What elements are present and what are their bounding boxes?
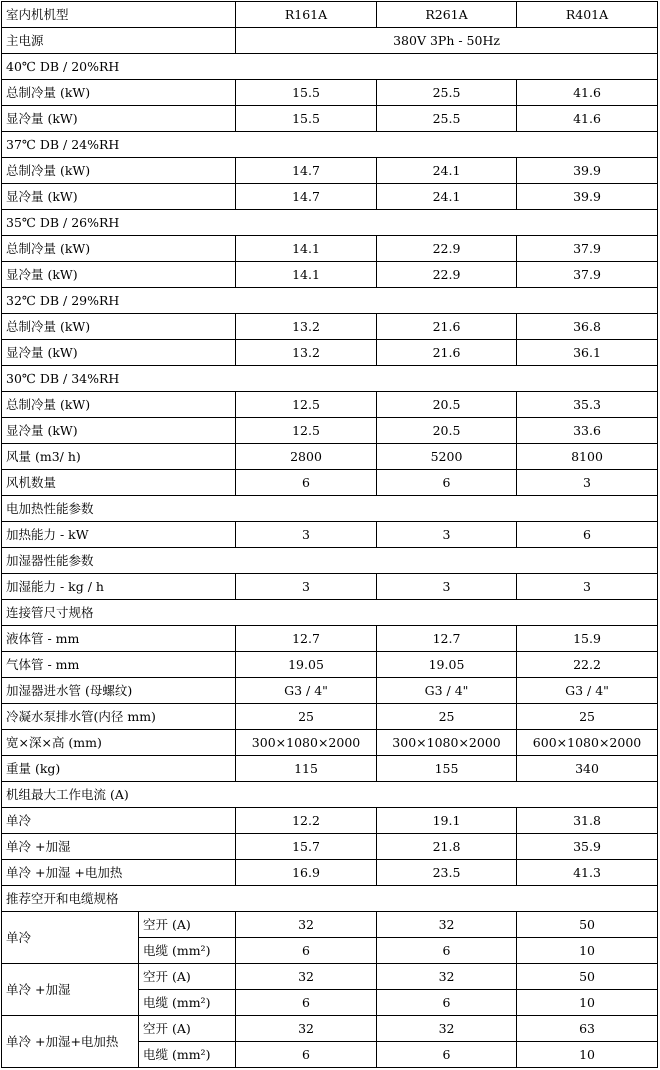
- breaker-spec-label: 空开 (A): [139, 964, 236, 990]
- condition-title: 40℃ DB / 20%RH: [2, 54, 658, 80]
- value-cell: 10: [517, 990, 658, 1016]
- value-cell: 50: [517, 964, 658, 990]
- pipes-section-title: 连接管尺寸规格: [2, 600, 658, 626]
- table-row: [2, 522, 658, 548]
- breaker-spec-label: 电缆 (mm²): [139, 990, 236, 1016]
- table-row-section: [2, 600, 658, 626]
- breakers-section-title: 推荐空开和电缆规格: [2, 886, 658, 912]
- value-cell: 5200: [377, 444, 517, 470]
- value-cell: 300×1080×2000: [377, 730, 517, 756]
- value-cell: 32: [236, 912, 377, 938]
- table-row-power: [2, 28, 658, 54]
- value-cell: 600×1080×2000: [517, 730, 658, 756]
- table-row: [2, 730, 658, 756]
- table-row-breaker: [2, 1016, 658, 1042]
- value-cell: G3 / 4": [517, 678, 658, 704]
- value-cell: 10: [517, 938, 658, 964]
- capacity-row-label: 显冷量 (kW): [2, 184, 236, 210]
- table-row: [2, 834, 658, 860]
- value-cell: 3: [236, 522, 377, 548]
- table-row: [2, 106, 658, 132]
- value-cell: 19.1: [377, 808, 517, 834]
- table-row: [2, 444, 658, 470]
- table-row: [2, 418, 658, 444]
- power-label: 主电源: [2, 28, 236, 54]
- heater-section-title: 电加热性能参数: [2, 496, 658, 522]
- table-row: [2, 236, 658, 262]
- value-cell: 3: [377, 574, 517, 600]
- model-name: R261A: [377, 2, 517, 28]
- value-cell: 12.7: [236, 626, 377, 652]
- value-cell: 21.8: [377, 834, 517, 860]
- value-cell: 6: [236, 470, 377, 496]
- breaker-group-label: 单冷: [2, 912, 139, 964]
- value-cell: 39.9: [517, 184, 658, 210]
- capacity-row-label: 显冷量 (kW): [2, 106, 236, 132]
- capacity-row-label: 总制冷量 (kW): [2, 80, 236, 106]
- spec-table: [1, 1, 658, 1068]
- current-row-label: 单冷 +加湿: [2, 834, 236, 860]
- value-cell: 35.9: [517, 834, 658, 860]
- value-cell: G3 / 4": [236, 678, 377, 704]
- capacity-row-label: 总制冷量 (kW): [2, 314, 236, 340]
- value-cell: 6: [377, 990, 517, 1016]
- value-cell: 14.1: [236, 262, 377, 288]
- spec-table-body: [2, 2, 658, 1068]
- value-cell: 32: [236, 964, 377, 990]
- value-cell: 6: [236, 1042, 377, 1068]
- value-cell: 15.7: [236, 834, 377, 860]
- value-cell: 6: [236, 938, 377, 964]
- value-cell: 12.2: [236, 808, 377, 834]
- capacity-row-label: 总制冷量 (kW): [2, 236, 236, 262]
- airflow-label: 风量 (m3/ h): [2, 444, 236, 470]
- value-cell: 14.1: [236, 236, 377, 262]
- table-row: [2, 860, 658, 886]
- table-row: [2, 652, 658, 678]
- table-row-breaker: [2, 912, 658, 938]
- breaker-spec-label: 电缆 (mm²): [139, 1042, 236, 1068]
- table-row: [2, 808, 658, 834]
- humidifier-capacity-label: 加湿能力 - kg / h: [2, 574, 236, 600]
- pipe-row-label: 加湿器进水管 (母螺纹): [2, 678, 236, 704]
- value-cell: 36.1: [517, 340, 658, 366]
- table-row: [2, 678, 658, 704]
- table-row-section: [2, 548, 658, 574]
- table-row: [2, 470, 658, 496]
- heater-capacity-label: 加热能力 - kW: [2, 522, 236, 548]
- value-cell: 35.3: [517, 392, 658, 418]
- table-row-section: [2, 366, 658, 392]
- value-cell: 22.9: [377, 262, 517, 288]
- breaker-spec-label: 电缆 (mm²): [139, 938, 236, 964]
- table-row: [2, 158, 658, 184]
- table-row-header: [2, 2, 658, 28]
- value-cell: 300×1080×2000: [236, 730, 377, 756]
- value-cell: 20.5: [377, 392, 517, 418]
- value-cell: 23.5: [377, 860, 517, 886]
- value-cell: 21.6: [377, 340, 517, 366]
- model-name: R401A: [517, 2, 658, 28]
- value-cell: 25: [236, 704, 377, 730]
- value-cell: 3: [517, 574, 658, 600]
- value-cell: 13.2: [236, 340, 377, 366]
- value-cell: 340: [517, 756, 658, 782]
- model-name: R161A: [236, 2, 377, 28]
- value-cell: 36.8: [517, 314, 658, 340]
- value-cell: 15.5: [236, 80, 377, 106]
- value-cell: 2800: [236, 444, 377, 470]
- table-row-section: [2, 288, 658, 314]
- table-row-breaker: [2, 964, 658, 990]
- value-cell: 19.05: [377, 652, 517, 678]
- value-cell: 6: [236, 990, 377, 1016]
- fan-count-label: 风机数量: [2, 470, 236, 496]
- table-row: [2, 262, 658, 288]
- pipe-row-label: 液体管 - mm: [2, 626, 236, 652]
- table-row: [2, 184, 658, 210]
- value-cell: 15.9: [517, 626, 658, 652]
- value-cell: 20.5: [377, 418, 517, 444]
- value-cell: 19.05: [236, 652, 377, 678]
- value-cell: 22.9: [377, 236, 517, 262]
- capacity-row-label: 显冷量 (kW): [2, 262, 236, 288]
- pipe-row-label: 气体管 - mm: [2, 652, 236, 678]
- value-cell: 41.6: [517, 80, 658, 106]
- table-row: [2, 704, 658, 730]
- current-section-title: 机组最大工作电流 (A): [2, 782, 658, 808]
- value-cell: 14.7: [236, 158, 377, 184]
- value-cell: 14.7: [236, 184, 377, 210]
- value-cell: 25: [517, 704, 658, 730]
- humidifier-section-title: 加湿器性能参数: [2, 548, 658, 574]
- value-cell: 10: [517, 1042, 658, 1068]
- value-cell: 37.9: [517, 236, 658, 262]
- power-value: 380V 3Ph - 50Hz: [236, 28, 658, 54]
- value-cell: 115: [236, 756, 377, 782]
- table-row: [2, 392, 658, 418]
- value-cell: 24.1: [377, 184, 517, 210]
- table-row: [2, 80, 658, 106]
- breaker-spec-label: 空开 (A): [139, 912, 236, 938]
- value-cell: 50: [517, 912, 658, 938]
- current-row-label: 单冷: [2, 808, 236, 834]
- value-cell: 12.5: [236, 418, 377, 444]
- pipe-row-label: 宽×深×高 (mm): [2, 730, 236, 756]
- value-cell: 37.9: [517, 262, 658, 288]
- model-header-label: 室内机机型: [2, 2, 236, 28]
- table-row-section: [2, 782, 658, 808]
- value-cell: 12.7: [377, 626, 517, 652]
- value-cell: 63: [517, 1016, 658, 1042]
- value-cell: G3 / 4": [377, 678, 517, 704]
- value-cell: 6: [377, 470, 517, 496]
- value-cell: 32: [377, 964, 517, 990]
- value-cell: 41.6: [517, 106, 658, 132]
- capacity-row-label: 显冷量 (kW): [2, 340, 236, 366]
- breaker-group-label: 单冷 +加湿+电加热: [2, 1016, 139, 1068]
- table-row-section: [2, 210, 658, 236]
- value-cell: 15.5: [236, 106, 377, 132]
- value-cell: 6: [377, 1042, 517, 1068]
- value-cell: 155: [377, 756, 517, 782]
- current-row-label: 单冷 +加湿 +电加热: [2, 860, 236, 886]
- table-row: [2, 626, 658, 652]
- pipe-row-label: 重量 (kg): [2, 756, 236, 782]
- value-cell: 25.5: [377, 106, 517, 132]
- value-cell: 25: [377, 704, 517, 730]
- value-cell: 21.6: [377, 314, 517, 340]
- value-cell: 8100: [517, 444, 658, 470]
- table-row-section: [2, 54, 658, 80]
- capacity-row-label: 总制冷量 (kW): [2, 158, 236, 184]
- value-cell: 24.1: [377, 158, 517, 184]
- table-row: [2, 756, 658, 782]
- breaker-group-label: 单冷 +加湿: [2, 964, 139, 1016]
- value-cell: 6: [517, 522, 658, 548]
- condition-title: 35℃ DB / 26%RH: [2, 210, 658, 236]
- value-cell: 3: [377, 522, 517, 548]
- value-cell: 13.2: [236, 314, 377, 340]
- value-cell: 22.2: [517, 652, 658, 678]
- table-row: [2, 340, 658, 366]
- value-cell: 32: [236, 1016, 377, 1042]
- capacity-row-label: 总制冷量 (kW): [2, 392, 236, 418]
- condition-title: 37℃ DB / 24%RH: [2, 132, 658, 158]
- table-row-section: [2, 132, 658, 158]
- pipe-row-label: 冷凝水泵排水管(内径 mm): [2, 704, 236, 730]
- condition-title: 32℃ DB / 29%RH: [2, 288, 658, 314]
- value-cell: 33.6: [517, 418, 658, 444]
- capacity-row-label: 显冷量 (kW): [2, 418, 236, 444]
- value-cell: 6: [377, 938, 517, 964]
- table-row-section: [2, 496, 658, 522]
- value-cell: 32: [377, 912, 517, 938]
- value-cell: 16.9: [236, 860, 377, 886]
- table-row: [2, 314, 658, 340]
- breaker-spec-label: 空开 (A): [139, 1016, 236, 1042]
- value-cell: 3: [517, 470, 658, 496]
- condition-title: 30℃ DB / 34%RH: [2, 366, 658, 392]
- value-cell: 39.9: [517, 158, 658, 184]
- value-cell: 25.5: [377, 80, 517, 106]
- value-cell: 3: [236, 574, 377, 600]
- value-cell: 32: [377, 1016, 517, 1042]
- table-row-section: [2, 886, 658, 912]
- table-row: [2, 574, 658, 600]
- value-cell: 31.8: [517, 808, 658, 834]
- value-cell: 41.3: [517, 860, 658, 886]
- value-cell: 12.5: [236, 392, 377, 418]
